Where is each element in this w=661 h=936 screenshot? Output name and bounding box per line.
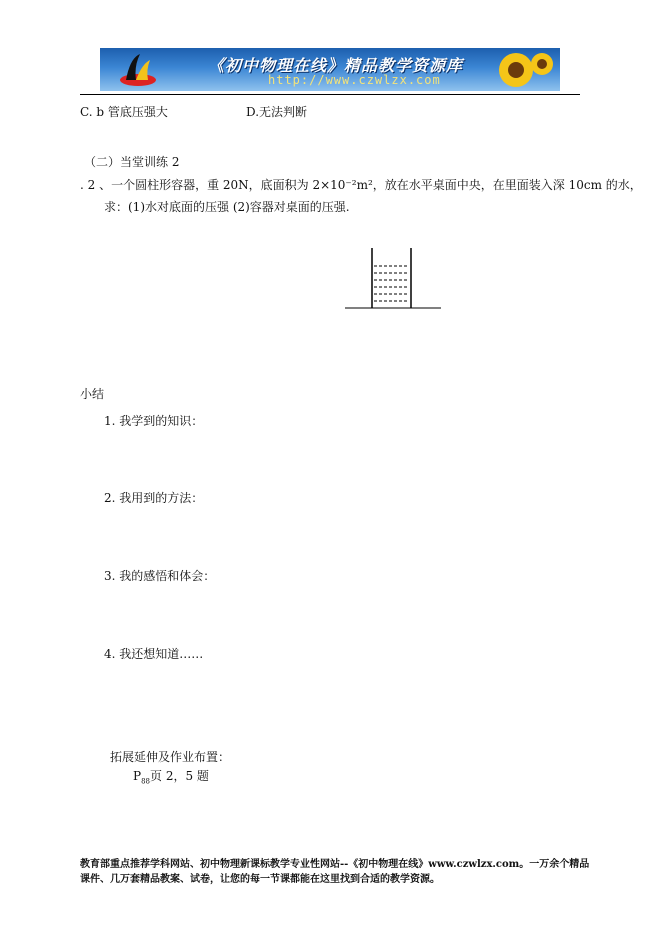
summary-title: 小结 <box>80 387 105 401</box>
water-level-lines <box>374 266 409 301</box>
summary-item-3: 3. 我的感悟和体会： <box>104 569 216 583</box>
summary-item-4: 4. 我还想知道…… <box>104 647 204 661</box>
option-c: C. b 管底压强大 <box>80 105 168 119</box>
banner-title: 《初中物理在线》精品教学资源库 <box>208 56 464 75</box>
site-logo-icon <box>118 50 158 88</box>
sunflower-icon <box>492 50 554 90</box>
summary-item-1: 1. 我学到的知识： <box>104 414 204 428</box>
banner-url[interactable]: http://www.czwlzx.com <box>268 73 441 87</box>
page-number: 88 <box>141 777 150 786</box>
homework-assignment <box>133 767 209 785</box>
question-line-1: . 2 、一个圆柱形容器，重 20N，底面积为 2×10⁻²m²，放在水平桌面中央，在里面装入深 10cm 的水， <box>80 178 642 192</box>
footer-line-2: 课件、几万套精品教案、试卷，让您的每一节课都能在这里找到合适的教学资源。 <box>80 874 440 885</box>
question-line-2: 求：(1)水对底面的压强 (2)容器对桌面的压强. <box>104 200 350 214</box>
section-title: （二）当堂训练 2 <box>84 155 180 169</box>
option-d: D.无法判断 <box>246 105 308 119</box>
footer-line-1: 教育部重点推荐学科网站、初中物理新课标教学专业性网站--《初中物理在线》www.czwlzx.com。一万余个精品 <box>80 859 590 870</box>
page-prefix: P <box>133 769 142 783</box>
page-rest: 页 2，5 题 <box>150 769 209 783</box>
header-banner <box>100 48 560 91</box>
summary-item-2: 2. 我用到的方法： <box>104 491 204 505</box>
container-diagram <box>343 246 443 312</box>
homework-title: 拓展延伸及作业布置： <box>110 750 231 764</box>
header-rule <box>80 94 580 95</box>
